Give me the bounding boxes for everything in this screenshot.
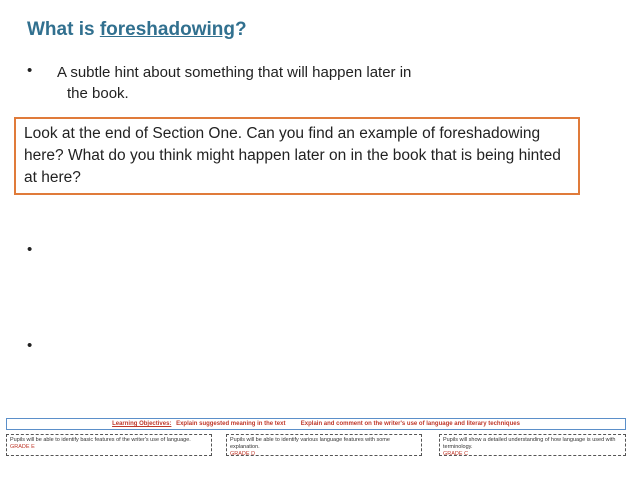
empty-bullet-2: •: [27, 337, 33, 354]
outcome-text: Pupils will show a detailed understanding of how language is used with terminology.: [443, 437, 616, 450]
outcome-text: Pupils will be able to identify basic features of the writer's use of language.: [10, 437, 191, 443]
learning-objectives-label: Learning Objectives:: [112, 421, 172, 427]
question-text: Look at the end of Section One. Can you find an example of foreshadowing here? What do you think might happen later on in the book that is being hinted at here?: [24, 125, 561, 186]
learning-objectives-bar: [6, 418, 626, 430]
page-title: [27, 19, 247, 41]
objective-1: Explain suggested meaning in the text: [176, 421, 286, 427]
title-suffix: ?: [234, 19, 247, 40]
outcome-box-grade-d: [226, 434, 422, 456]
outcome-grade: GRADE E: [10, 444, 35, 450]
definition-bullet: •: [27, 62, 33, 79]
outcome-box-grade-e: [6, 434, 212, 456]
definition-line-2: the book.: [67, 85, 129, 102]
title-prefix: What is: [27, 19, 100, 40]
question-box: [14, 117, 580, 195]
outcome-grade: GRADE D: [230, 451, 256, 457]
definition-text: [57, 62, 517, 104]
objective-2: Explain and comment on the writer's use of language and literary techniques: [300, 421, 520, 427]
definition-line-1: A subtle hint about something that will happen later in: [57, 64, 412, 81]
outcome-grade: GRADE C: [443, 451, 469, 457]
empty-bullet-1: •: [27, 241, 33, 258]
outcome-text: Pupils will be able to identify various language features with some explanation.: [230, 437, 390, 450]
outcome-box-grade-c: [439, 434, 626, 456]
title-term: foreshadowing: [99, 19, 235, 40]
